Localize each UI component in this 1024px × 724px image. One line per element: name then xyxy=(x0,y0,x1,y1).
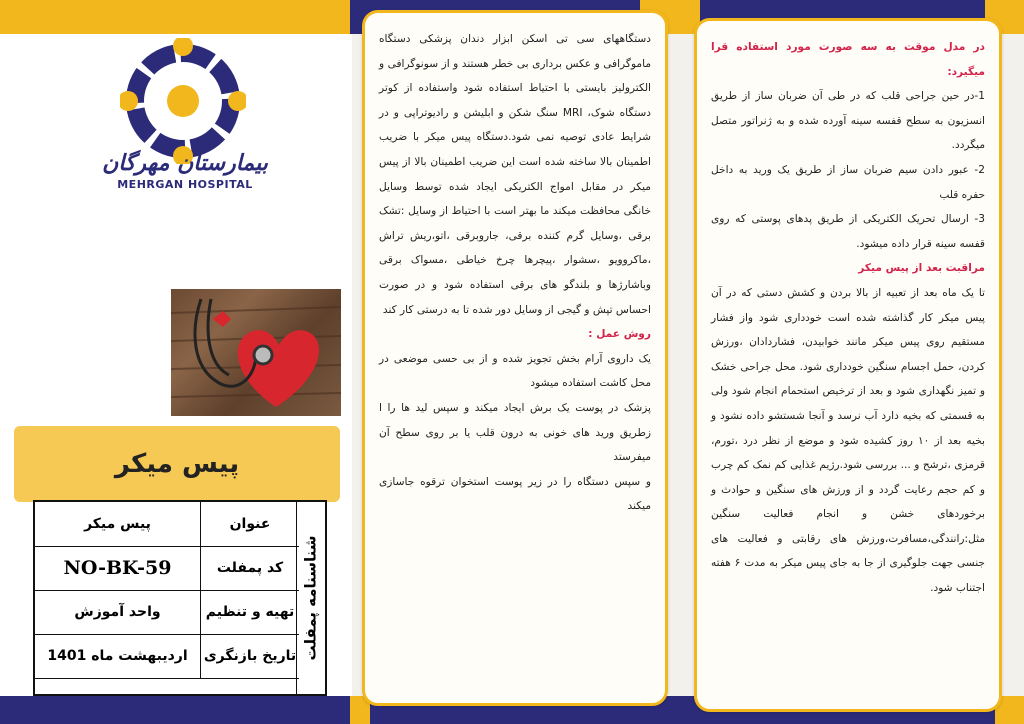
middle-panel xyxy=(362,10,668,706)
id-row-revision: تاریخ بازنگری اردیبهشت ماه 1401 xyxy=(35,634,299,679)
right-item-2: 2- عبور دادن سیم ضربان ساز از طریق یک ورید به داخل حفره قلب xyxy=(711,163,985,201)
middle-paragraph-4: و سپس دستگاه را در زیر پوست استخوان ترقوه جاسازی میکند xyxy=(379,475,651,513)
cover-title-box xyxy=(14,426,340,502)
id-row-title: عنوان پیس میکر xyxy=(35,502,299,547)
right-item-3: 3- ارسال تحریک الکتریکی از طریق پدهای پوستی که روی قفسه سینه قرار داده میشود. xyxy=(711,213,985,250)
brand-name-fa: بیمارستان مهرگان xyxy=(102,150,268,176)
heart-stethoscope-image xyxy=(171,289,341,416)
middle-paragraph-1: دستگاههای سی تی اسکن ابزار دندان پزشکی دستگاه ماموگرافی و عکس برداری بی خطر هستند و از سونوگرافی و الکترولیز بایستی با احتیاط استفاده شود واستفاده از کوتر دستگاه شوک، MRI سنگ شکن و ابلیشن و رادیوتراپی و در شرایط عادی توصیه نمی شود.دستگاه پیس میکر با ضریب اطمینان بالا ساخته شده است این ضریب اطمینان بالا از پیس میکر در مقابل امواج الکتریکی ایجاد شده توسط وسایل خانگی محافظت میکند ما بهتر است با احتیاط از وسایل :تشک برقی ،وسایل گرم کننده برقی، جاروبرقی ،اتو،ریش تراش ،ماکروویو ،سشوار ،پیچرها چرخ خیاطی ،مسواک برقی وباشارژها و بلندگو های برقی استفاده شود و در صورت احساس تپش و گیجی از وسایل دور شده تا به درستی کار کند xyxy=(379,33,652,316)
right-panel xyxy=(694,18,1002,712)
id-row-code: کد پمفلت NO-BK-59 xyxy=(35,546,299,591)
hospital-logo-icon xyxy=(120,38,246,164)
id-row-prepared: تهیه و تنظیم واحد آموزش xyxy=(35,590,299,635)
care-paragraph: تا یک ماه بعد از تعبیه از بالا بردن و کشش دستی که در آن پیس میکر کار گذاشته شده است خودداری شود واز فشار مستقیم روی پیس میکر مانند خوابیدن، فشاردادان ،ورزش کردن، حمل اجسام سنگین خودداری شود. محل جراحی خشک و تمیز نگهداری شود و بعد از ترخیص استحمام انجام شود ولی به قسمتی که بخیه دارد آب نرسد و آنجا شستشو داده نشود و بخیه بعد از ۱۰ روز کشیده شود و موضع از نظر درد ،تورم، قرمزی ،ترشح و ... بررسی شود.رژیم غذایی کم نمک کم چرب و کم حجم رعایت گردد و از ورزش های سنگین و حوادث و برخوردهای خشن و انجام فعالیت سنگین مثل:رانندگی،مسافرت،ورزش های رقابتی و فعالیت های جنسی جهت جلوگیری از جا به جای پیس میکر به مدت ۶ هفته اجتناب شود. xyxy=(711,286,985,595)
cover-title: پیس میکر xyxy=(114,449,240,479)
right-item-1: 1-در حین جراحی قلب که در طی آن ضربان ساز از طریق انسزیون به سطح قفسه سینه آورده شده و به ژنراتور متصل میگردد. xyxy=(711,90,985,152)
middle-paragraph-2: یک داروی آرام بخش تجویز شده و از بی حسی موضعی در محل کاشت استفاده میشود xyxy=(379,352,651,390)
temporary-mode-heading: در مدل موقت به سه صورت مورد استفاده قرا میگیرد: xyxy=(711,41,985,78)
method-heading: روش عمل : xyxy=(588,328,651,341)
middle-paragraph-3: پزشک در پوست یک برش ایجاد میکند و سپس لید ها را ا زطریق ورید های خونی به درون قلب یا بر روی سطح آن میفرستد xyxy=(379,401,651,464)
pamphlet-id-table xyxy=(33,500,327,696)
id-table-side-title: شناسنامه پمفلت xyxy=(296,502,325,694)
brand-name-en: MEHRGAN HOSPITAL xyxy=(117,178,253,191)
heart-stethoscope-icon xyxy=(171,289,341,416)
care-heading: مراقبت بعد از پیس میکر xyxy=(858,262,985,275)
